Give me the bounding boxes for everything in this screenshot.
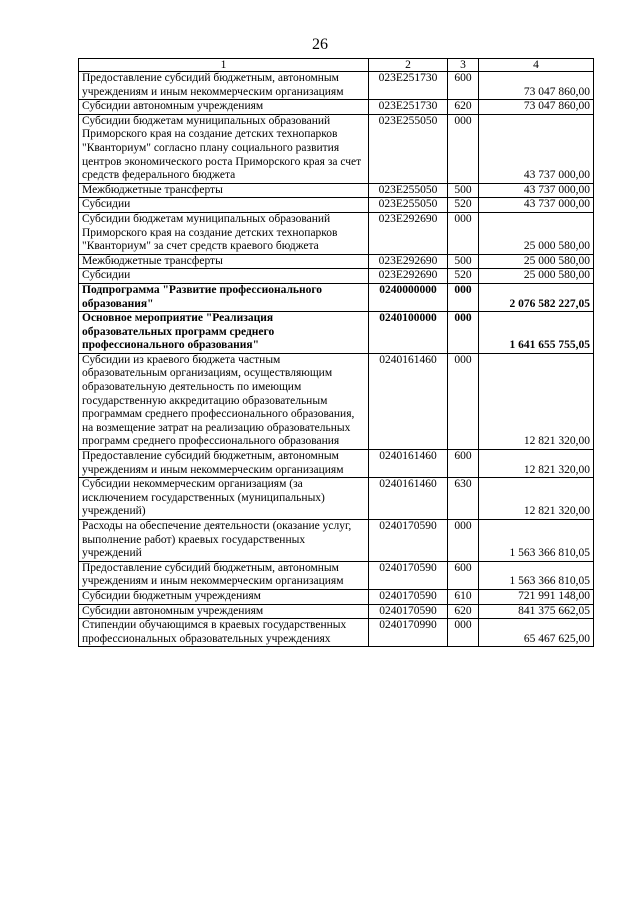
row-amount-cell: 43 737 000,00 (479, 114, 594, 183)
table-row (79, 604, 594, 619)
table-row (79, 478, 594, 520)
row-code-cell: 0240170990 (369, 619, 448, 647)
row-code-cell: 0240161460 (369, 450, 448, 478)
table-row (79, 72, 594, 100)
row-code-cell: 0240170590 (369, 589, 448, 604)
table-row (79, 269, 594, 284)
row-amount-cell: 73 047 860,00 (479, 72, 594, 100)
row-type-cell: 620 (448, 604, 479, 619)
row-type-cell: 000 (448, 312, 479, 354)
row-amount-cell: 1 641 655 755,05 (479, 312, 594, 354)
row-code-cell: 023E255050 (369, 114, 448, 183)
row-code-cell: 023E251730 (369, 100, 448, 115)
row-code-cell: 0240170590 (369, 520, 448, 562)
row-type-cell: 000 (448, 283, 479, 311)
row-amount-cell: 25 000 580,00 (479, 254, 594, 269)
row-amount-cell: 2 076 582 227,05 (479, 283, 594, 311)
table-row (79, 353, 594, 449)
row-type-cell: 600 (448, 450, 479, 478)
row-name-cell: Подпрограмма "Развитие профессионального образования" (79, 283, 369, 311)
table-row (79, 183, 594, 198)
table-row (79, 520, 594, 562)
table-row (79, 283, 594, 311)
table-row (79, 114, 594, 183)
row-name-cell: Расходы на обеспечение деятельности (оказание услуг, выполнение работ) краевых государственных учреждений (79, 520, 369, 562)
row-name-cell: Основное мероприятие "Реализация образовательных программ среднего профессионального образования" (79, 312, 369, 354)
row-name-cell: Субсидии бюджетам муниципальных образований Приморского края на создание детских технопарков "Кванториум" за счет средств краевого бюджета (79, 212, 369, 254)
row-name-cell: Субсидии автономным учреждениям (79, 604, 369, 619)
row-name-cell: Субсидии (79, 269, 369, 284)
row-name-cell: Предоставление субсидий бюджетным, автономным учреждениям и иным некоммерческим организациям (79, 72, 369, 100)
row-amount-cell: 721 991 148,00 (479, 589, 594, 604)
row-type-cell: 000 (448, 353, 479, 449)
row-amount-cell: 73 047 860,00 (479, 100, 594, 115)
row-type-cell: 500 (448, 183, 479, 198)
header-col-type: 3 (448, 59, 479, 72)
page-number: 26 (312, 36, 328, 53)
table-row (79, 561, 594, 589)
row-type-cell: 000 (448, 520, 479, 562)
row-amount-cell: 43 737 000,00 (479, 183, 594, 198)
row-name-cell: Предоставление субсидий бюджетным, автономным учреждениям и иным некоммерческим организациям (79, 450, 369, 478)
row-type-cell: 630 (448, 478, 479, 520)
row-code-cell: 0240100000 (369, 312, 448, 354)
row-code-cell: 0240161460 (369, 478, 448, 520)
row-code-cell: 0240170590 (369, 604, 448, 619)
row-type-cell: 520 (448, 269, 479, 284)
table-row (79, 254, 594, 269)
row-amount-cell: 65 467 625,00 (479, 619, 594, 647)
table-row (79, 198, 594, 213)
row-name-cell: Субсидии из краевого бюджета частным образовательным организациям, осуществляющим образовательную деятельность по имеющим государственную аккредитацию образовательным программам среднего профессионального образования, на возмещение затрат на реализацию образовательных программ среднего профессионального образования (79, 353, 369, 449)
header-row (79, 59, 594, 72)
row-name-cell: Субсидии некоммерческим организациям (за исключением государственных (муниципальных) учреждений) (79, 478, 369, 520)
row-type-cell: 520 (448, 198, 479, 213)
row-type-cell: 000 (448, 114, 479, 183)
row-amount-cell: 841 375 662,05 (479, 604, 594, 619)
row-amount-cell: 1 563 366 810,05 (479, 561, 594, 589)
row-name-cell: Межбюджетные трансферты (79, 254, 369, 269)
table-row (79, 589, 594, 604)
row-name-cell: Межбюджетные трансферты (79, 183, 369, 198)
table-row (79, 619, 594, 647)
row-code-cell: 023E292690 (369, 254, 448, 269)
row-name-cell: Субсидии бюджетам муниципальных образований Приморского края на создание детских технопарков "Кванториум" согласно плану социального развития центров экономического роста Приморского края за счет средств федерального бюджета (79, 114, 369, 183)
header-col-name: 1 (79, 59, 369, 72)
row-code-cell: 023E255050 (369, 183, 448, 198)
row-code-cell: 0240000000 (369, 283, 448, 311)
row-amount-cell: 12 821 320,00 (479, 450, 594, 478)
row-amount-cell: 12 821 320,00 (479, 478, 594, 520)
row-type-cell: 620 (448, 100, 479, 115)
row-type-cell: 500 (448, 254, 479, 269)
row-amount-cell: 25 000 580,00 (479, 269, 594, 284)
row-amount-cell: 12 821 320,00 (479, 353, 594, 449)
table-row (79, 100, 594, 115)
row-type-cell: 600 (448, 561, 479, 589)
row-code-cell: 023E292690 (369, 212, 448, 254)
row-amount-cell: 25 000 580,00 (479, 212, 594, 254)
row-amount-cell: 1 563 366 810,05 (479, 520, 594, 562)
table-row (79, 450, 594, 478)
row-name-cell: Субсидии автономным учреждениям (79, 100, 369, 115)
header-col-amount: 4 (479, 59, 594, 72)
table-row (79, 312, 594, 354)
budget-table (78, 58, 594, 647)
row-type-cell: 600 (448, 72, 479, 100)
table-body (79, 72, 594, 647)
row-name-cell: Субсидии бюджетным учреждениям (79, 589, 369, 604)
row-code-cell: 023E255050 (369, 198, 448, 213)
table-row (79, 212, 594, 254)
row-type-cell: 000 (448, 212, 479, 254)
row-name-cell: Стипендии обучающимся в краевых государственных профессиональных образовательных учреждениях (79, 619, 369, 647)
header-col-code: 2 (369, 59, 448, 72)
row-amount-cell: 43 737 000,00 (479, 198, 594, 213)
row-code-cell: 023E292690 (369, 269, 448, 284)
row-code-cell: 023E251730 (369, 72, 448, 100)
row-type-cell: 610 (448, 589, 479, 604)
row-code-cell: 0240161460 (369, 353, 448, 449)
row-type-cell: 000 (448, 619, 479, 647)
row-code-cell: 0240170590 (369, 561, 448, 589)
row-name-cell: Предоставление субсидий бюджетным, автономным учреждениям и иным некоммерческим организациям (79, 561, 369, 589)
row-name-cell: Субсидии (79, 198, 369, 213)
